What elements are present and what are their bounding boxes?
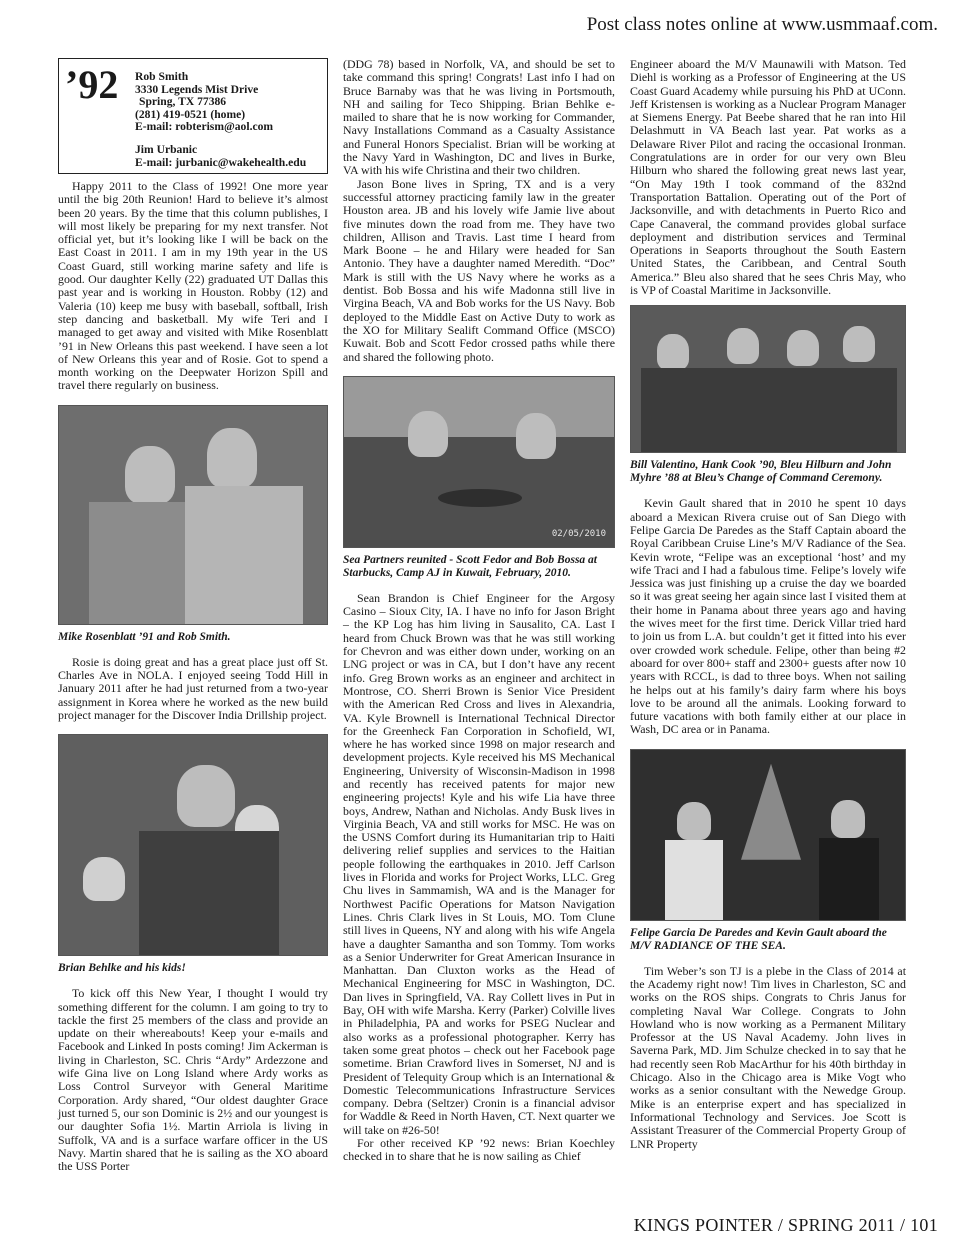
column-1 [58, 58, 328, 1173]
col2-paragraph-2: Jason Bone lives in Spring, TX and is a very successful attorney practicing family law in the greater Houston area. JB and his lovely wife Jamie live about five minutes down the road from me. They have two children, Allison and Travis. Last time I heard from Mark Boone – he and Hilary were headed for San Antonio. They have a daughter named Meredith. “Doc” Mark is still with the US Navy where he works as a dentist. Bob Bossa and his wife Madonna still live in Virgina Beach, VA and Bob works for the US Navy. Bob deployed to the Middle East on Active Duty to work as the XO for Military Sealift Command Office (MSCO) Kuwait. Bob and Scott Fedor crossed paths while there and shared the following photo. [343, 176, 615, 364]
contact2-name: Jim Urbanic [135, 142, 198, 156]
col2-paragraph-4: For other received KP ’92 news: Brian Koechley checked in to share that he is now sailing as Chief [343, 1136, 615, 1164]
col2-paragraph-3: Sean Brandon is Chief Engineer for the Argosy Casino – Sioux City, IA. I have no info for Jason Bright – the KP Log has him living in Sausalito, CA. Last I heard from Chuck Brown was that he was still working for Chevron and was either down under, working on an LNG project or was in CA, but I don’t have any recent info. Greg Brown works as an engineer and architect in Montrose, CO. Sherri Brown is Senior Vice President with the American Red Cross and lives in Alexandria, VA. Kyle Brownell is International Technical Director for the Greenheck Fan Corporation in Schofield, WI, where he has worked since 1998 on major research and development projects. Kyle received his MS Mechanical Engineering, University of Wisconsin-Madison in 1998 and recently has received patents for major new engineering projects! Kyle and his wife Lia have three boys, Andrew, Nathan and Nicholas. Andy Busk lives in Virginia Beach, VA and still works for MSC. He was on the USNS Comfort during its Humanitarian trip to Haiti delivering relief supplies and services to the Haitian people following the earthquakes in 2010. Jeff Carlson lives in Florida and works for Project Works, LLC. Greg Chu lives in Sammamish, WA and is the Manager for Northwest Pacific Operations for Matson Navigation Lines. Chris Clark lives in St Louis, MO. Tom Clune still lives in Queens, NY and along with his wife Angela have a daughter Samantha and son Tommy. Tom works as a Senior Underwriter for Great American Insurance in Manhattan. Dan Cluxton works as the Head of Mechanical Engineering for MSC in Washington, DC. Dan lives in Springfield, VA. Ray Collett lives in Put in Bay, OH with wife Marsha. Kerry (Parker) Colville lives in Philadelphia, PA and works for PSEG Nuclear and also works as a professional photographer. Kerry has taken some great photos – check out her Facebook page sometime. Brian Crawford lives in Somerset, NJ and is President of Telequity Group which is an International & Domestic Telecommunications Infrastructure Services company. Debra (Seltzer) Cronin is a financial advisor for Waddle & Reed in North Haven, CT. Next quarter we will take on #26-50! [343, 590, 616, 1137]
contact1-address: 3330 Legends Mist Drive [135, 82, 259, 96]
header-note: Post class notes online at www.usmmaaf.com. [586, 14, 938, 35]
class-contacts [135, 71, 306, 169]
caption-behlke-kids: Brian Behlke and his kids! [58, 962, 186, 975]
contact1-email[interactable]: E-mail: robterism@aol.com [135, 120, 274, 134]
contact2-email[interactable]: E-mail: jurbanic@wakehealth.edu [135, 155, 307, 169]
col3-paragraph-1: Engineer aboard the M/V Maunawili with Matson. Ted Diehl is working as a Professor of Engineering at the US Coast Guard Academy while pursuing his PhD at UConn. Jeff Kristensen is working as a Nuclear Program Manager at Siemens Energy. Pat Beebe shared that he ran into Hil Delashmutt in VA Beach last year. Pat works as a Delaware River Pilot and racing the occasional Ironman. Congratulations are in order for our very own Bleu Hilburn who shared the following great news last year, “On May 19th I took command of the 832nd Transportation Battalion. Operating out of the Port of Jacksonville, and with detachments in Puerto Rico and Cape Canaveral, the command provides global surface deployment and distribution services and Terminal Operations in Seaports throughout the South Eastern United States, the Caribbean, and Central South America.” Bleu also shared that he sees Chris May, who is VP of Coastal Maritime in Jacksonville. [630, 57, 906, 298]
photo-radiance-of-the-sea [630, 749, 906, 921]
page-footer: KINGS POINTER / SPRING 2011 / 101 [633, 1215, 938, 1235]
class-contact-box [58, 58, 328, 174]
contact1-name: Rob Smith [135, 70, 189, 83]
col2-paragraph-1: (DDG 78) based in Norfolk, VA, and should be set to take command this spring! Congrats! Last info I had on Bruce Barnaby was that he was living in Portsmouth, NH and sailing for Teco Shipping. Brian Behlke e-mailed to share that he is now working for Commander, Navy Installations Command as a Casualty Assistance and Funeral Honors Specialist. Brian will be working at the Navy Yard in Washington, DC and lives in Burke, VA with his wife Christina and their two children. [343, 57, 615, 178]
caption-radiance-of-the-sea: Felipe Garcia De Paredes and Kevin Gault aboard the M/V RADIANCE OF THE SEA. [630, 926, 887, 952]
photo-rosenblatt-smith [58, 405, 328, 625]
col3-paragraph-2: Kevin Gault shared that in 2010 he spent 10 days aboard a Mexican Rivera cruise out of San Diego with Felipe Garcia De Paredes as the Staff Captain aboard the Royal Caribbean Cruise Line’s M/V Radiance of the Sea. Kevin wrote, “Felipe was an exceptional ‘host’ and my wife Traci and I had a fabulous time. Felipe’s lovely wife Jessica was just finishing up a cruise the day we boarded so it was great seeing her again since last I visited them at their home in Panama about three years ago and having the wives meet for the first time. Derick Villar tried hard to join us from L.A. but couldn’t get it fitted into his ever over crowded work schedule. Felipe, other than being #2 aboard for over 800+ staff and 2300+ guests after now 10 years with RCCL, is dad to three boys. When not sailing he helps out at his family’s dairy farm where his boys love to be around all the animals. Looking forward to future vacations with both family either at our place in Wash, DC area or in Panama. [630, 496, 906, 737]
col1-paragraph-3: To kick off this New Year, I thought I would try something different for the column. I am going to try to tackle the first 25 members of the class and provide an update on their whereabouts! Keep your e-mails and Facebook and Linked In posts coming! Jim Ackerman is living in Charleston, SC. Chris “Ardy” Ardezzone and wife Gina live on Long Island where Ardy works as Loss Control Surveyor with General Maritime Corporation. Ardy shared, “Our oldest daughter Grace just turned 5, our son Dominic is 2½ and our youngest is our daughter Sofia 1½. Martin Arriola is living in Suffolk, VA and is a surface warfare officer in the US Navy. Martin shared that he is sailing as the XO aboard the USS Porter [58, 986, 328, 1174]
col3-paragraph-3: Tim Weber’s son TJ is a plebe in the Class of 2014 at the Academy right now! Tim lives in Charleston, SC and works on the ROS ships. Congrats to Chris Janus for completing Naval War College. Congrats to John Howland who is now working as a Permanent Military Professor at the US Naval Academy. John lives in Saverna Park, MD. Jim Schulze checked in to say that he had recently seen Rob MacArthur for his 40th birthday in Chicago. Also in the Chicago area is Mike Vogt who works as a senior consultant with the Newedge Group. Mike is an enterprise expert and has specialized in Informational Technology and Services. Joe Scott is Assistant Treasurer of the Commercial Property Group of LNR Property [630, 963, 906, 1151]
class-year: ’92 [65, 62, 119, 107]
contact1-city: Spring, TX 77386 [139, 95, 227, 109]
caption-change-of-command: Bill Valentino, Hank Cook ’90, Bleu Hilburn and John Myhre ’88 at Bleu’s Change of Command Ceremony. [630, 459, 892, 485]
photo-fedor-bossa [343, 376, 615, 548]
caption-rosenblatt-smith: Mike Rosenblatt ’91 and Rob Smith. [58, 630, 231, 643]
caption-fedor-bossa: Sea Partners reunited - Scott Fedor and Bob Bossa at Starbucks, Camp AJ in Kuwait, February, 2010. [343, 553, 597, 579]
photo-change-of-command [630, 305, 906, 453]
col1-paragraph-1: Happy 2011 to the Class of 1992! One more year until the big 20th Reunion! Hard to believe it’s almost been 20 years. By the time that this column publishes, I will most likely be preparing for my next transfer. Not official yet, but it’s looking like I will be back on the East Coast in 2011. I am in my 19th year in the US Coast Guard, still working marine safety and life is good. Our daughter Kelly (22) graduated UT Dallas this past year and is working in Houston. Robby (12) and Valeria (10) keep me busy with baseball, softball, Irish step dancing and basketball. My wife Teri and I managed to get away and visited with Mike Rosenblatt ’91 in New Orleans this past weekend. I have seen a lot of New Orleans this year and of Rosie. Got to spend a month working on the Deepwater Horizon Spill and travel there regularly on business. [58, 179, 328, 393]
photo-date-stamp: 02/05/2010 [551, 528, 606, 539]
column-2 [343, 58, 615, 1164]
col1-paragraph-2: Rosie is doing great and has a great place just off St. Charles Ave in NOLA. I enjoyed seeing Todd Hill in January 2011 after he had just returned from a two-year assignment in Korea where he worked as the new build project manager for the Discover India Drillship project. [58, 654, 328, 722]
contact1-phone: (281) 419-0521 (home) [135, 107, 246, 121]
photo-behlke-kids [58, 734, 328, 956]
column-3 [630, 58, 906, 1151]
